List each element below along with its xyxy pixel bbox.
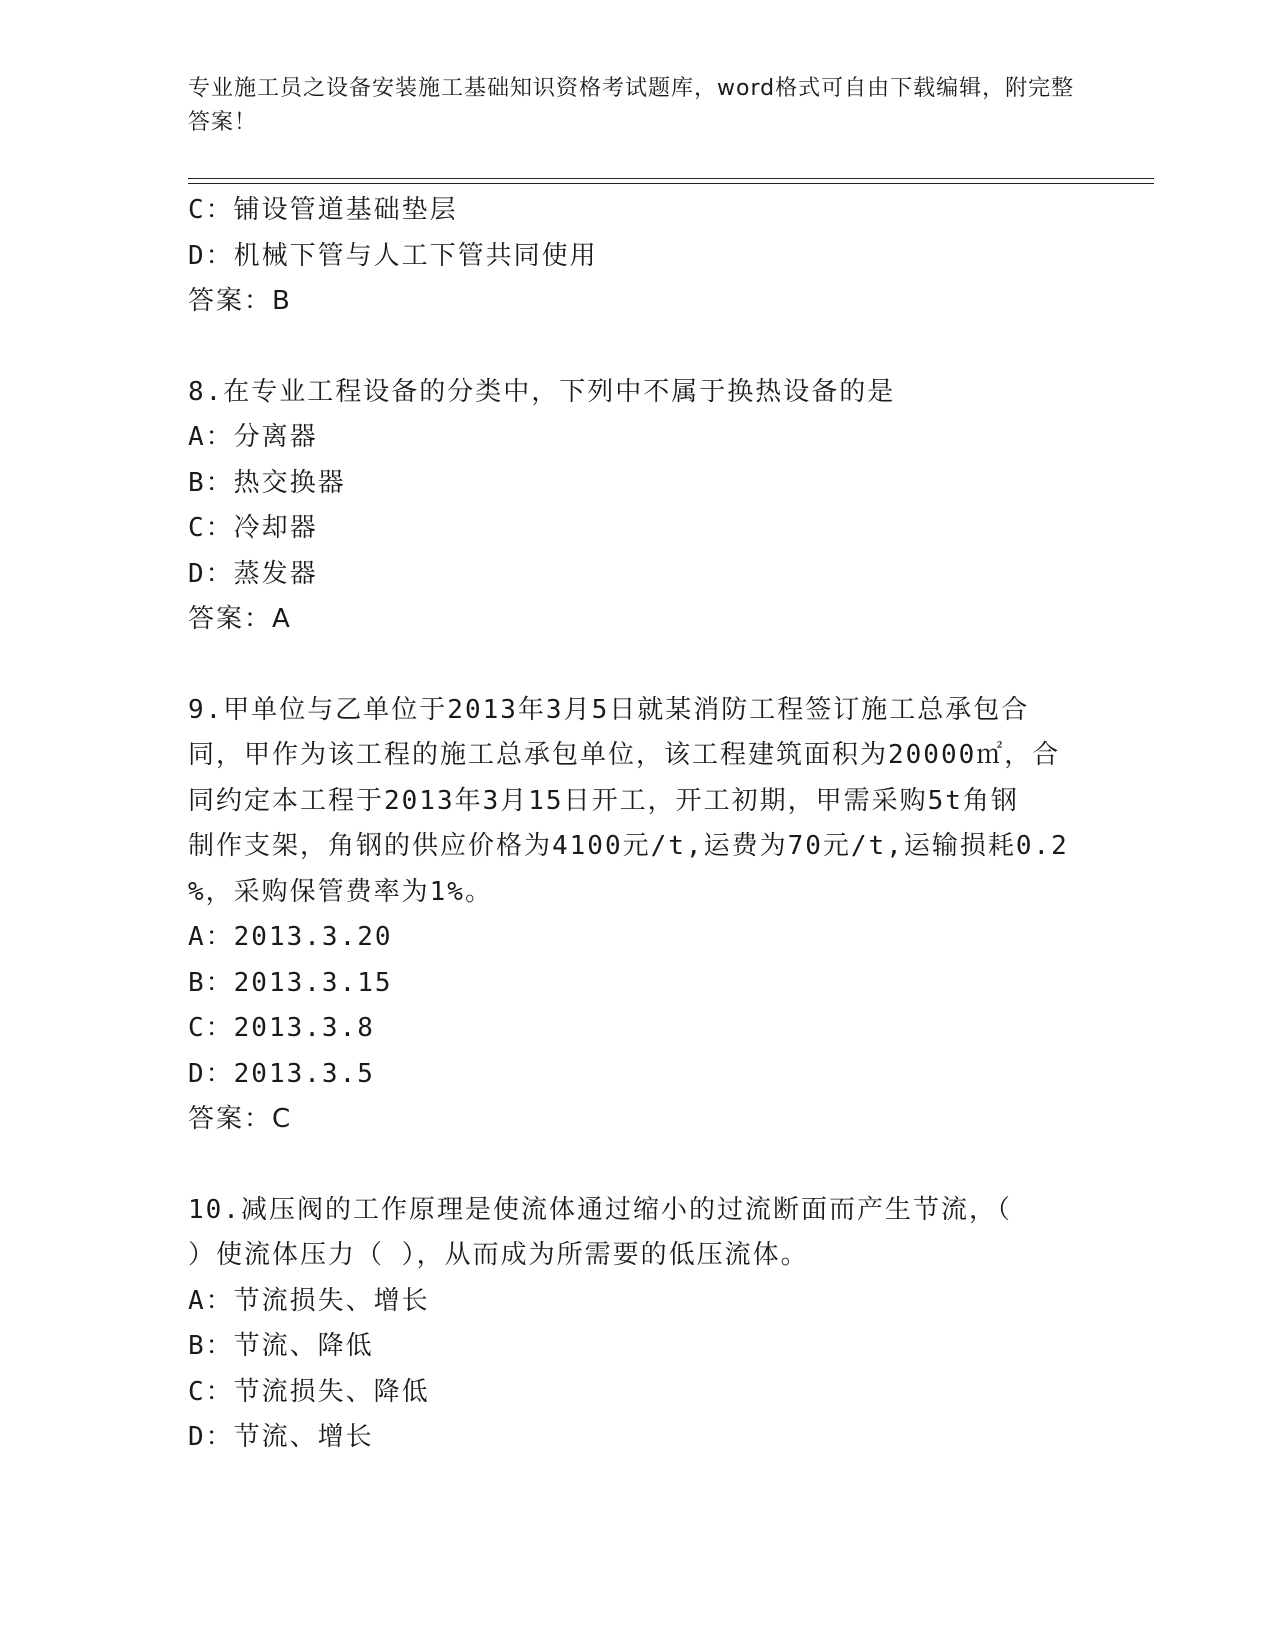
question-9-text-line: 9.甲单位与乙单位于2013年3月5日就某消防工程签订施工总承包合 bbox=[188, 694, 1030, 725]
option-a: A：2013.3.20 bbox=[188, 922, 393, 952]
question-9-text-line: 制作支架，角钢的供应价格为4100元/t,运费为70元/t,运输损耗0.2 bbox=[188, 831, 1069, 861]
option-c: C：冷却器 bbox=[188, 513, 318, 543]
option-c: C：铺设管道基础垫层 bbox=[188, 195, 458, 225]
answer: 答案：C bbox=[188, 1104, 293, 1134]
option-d: D：2013.3.5 bbox=[188, 1058, 375, 1089]
page-header: 专业施工员之设备安装施工基础知识资格考试题库，word格式可自由下载编辑，附完整答案！ bbox=[188, 76, 1075, 135]
question-8-text: 8.在专业工程设备的分类中，下列中不属于换热设备的是 bbox=[188, 376, 896, 407]
question-9-text-line: 同约定本工程于2013年3月15日开工，开工初期，甲需采购5t角钢 bbox=[188, 785, 1019, 816]
header-rule-bottom bbox=[188, 183, 1154, 184]
header-rule-top bbox=[188, 178, 1154, 179]
option-b: B：2013.3.15 bbox=[188, 967, 393, 998]
question-10-text-line: ）使流体压力（ ），从而成为所需要的低压流体。 bbox=[188, 1240, 809, 1270]
question-9-text-line: %，采购保管费率为1%。 bbox=[188, 876, 493, 907]
answer: 答案：B bbox=[188, 286, 292, 316]
answer: 答案：A bbox=[188, 604, 292, 634]
option-d: D：蒸发器 bbox=[188, 558, 318, 589]
spacer bbox=[188, 325, 1088, 370]
option-b: B：热交换器 bbox=[188, 467, 346, 498]
question-10-text-line: 10.减压阀的工作原理是使流体通过缩小的过流断面而产生节流，（ bbox=[188, 1194, 1012, 1225]
option-a: A：节流损失、增长 bbox=[188, 1285, 430, 1316]
option-a: A：分离器 bbox=[188, 422, 318, 452]
spacer bbox=[188, 1143, 1088, 1188]
spacer bbox=[188, 643, 1088, 688]
question-content bbox=[188, 188, 1088, 1461]
option-c: C：2013.3.8 bbox=[188, 1013, 375, 1043]
option-b: B：节流、降低 bbox=[188, 1331, 374, 1361]
option-d: D：节流、增长 bbox=[188, 1422, 374, 1452]
option-c: C：节流损失、降低 bbox=[188, 1376, 430, 1407]
question-9-text-line: 同，甲作为该工程的施工总承包单位，该工程建筑面积为20000㎡，合 bbox=[188, 740, 1061, 770]
option-d: D：机械下管与人工下管共同使用 bbox=[188, 240, 598, 271]
